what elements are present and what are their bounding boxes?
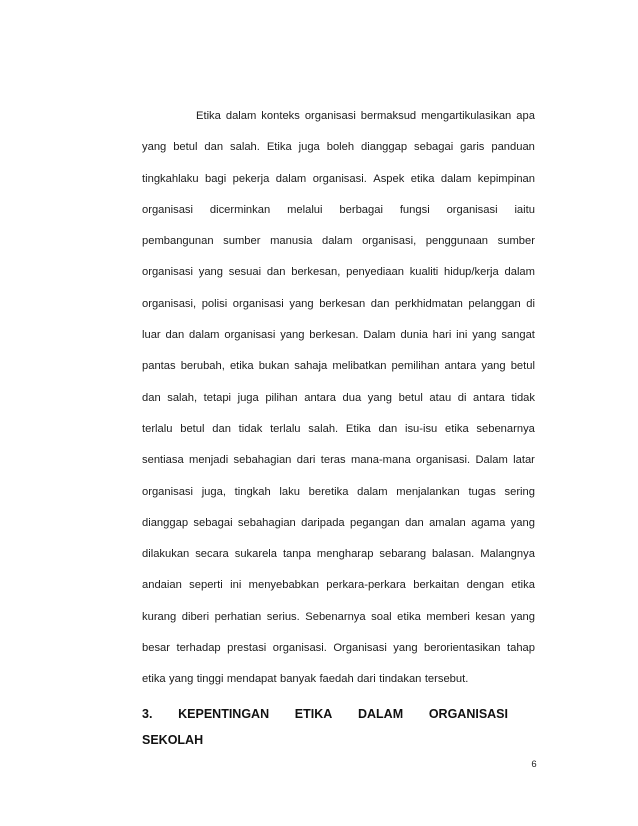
word: sebenarnya	[476, 422, 535, 435]
word: Malangnya	[480, 548, 535, 561]
word: organisasi	[142, 266, 193, 279]
word: sebahagian	[233, 454, 292, 467]
word: apa	[516, 110, 535, 122]
word: dicerminkan	[209, 203, 271, 216]
section-heading-line-1	[142, 706, 542, 732]
word: garis	[460, 141, 485, 154]
word: yang	[367, 391, 393, 404]
word: Etika	[266, 141, 292, 154]
word: tetapi	[203, 391, 232, 404]
word: penyediaan	[346, 266, 404, 279]
word: berbagai	[339, 203, 383, 216]
paragraph-line	[142, 546, 535, 577]
word: dalam	[225, 110, 257, 122]
word: di	[457, 391, 467, 404]
word: sentiasa	[142, 454, 184, 467]
word: dianggap	[142, 516, 189, 529]
word: seperti	[189, 579, 223, 592]
word: dalam	[440, 172, 472, 185]
word: dilakukan	[142, 548, 190, 561]
word: organisasi	[446, 203, 498, 216]
word: organisasi,	[362, 235, 417, 248]
word: secara	[195, 548, 229, 561]
word: besar	[142, 642, 170, 655]
word: dalam	[504, 266, 535, 279]
word: juga	[237, 391, 259, 404]
word: tingkah	[234, 485, 271, 498]
word: kurang	[142, 610, 177, 623]
section-heading	[142, 706, 542, 748]
word: tidak	[238, 422, 263, 435]
paragraph-line	[142, 202, 535, 233]
word: panduan	[491, 141, 535, 154]
word: tanpa	[282, 548, 311, 561]
word: dalam	[357, 485, 388, 498]
word: soal	[371, 610, 392, 623]
word: tahap	[507, 642, 535, 655]
word: balasan.	[431, 548, 475, 561]
word: tidak	[511, 391, 535, 404]
word: kepimpinan	[477, 172, 535, 185]
word: berorientasikan	[424, 642, 501, 655]
word: pembangunan	[142, 235, 214, 248]
paragraph-line	[142, 390, 535, 421]
word: sebagai	[193, 516, 233, 529]
word: bermaksud	[360, 110, 417, 122]
word: diberi	[181, 610, 210, 623]
word: yang	[289, 297, 314, 310]
word: di	[526, 297, 535, 310]
word: daripada	[301, 516, 345, 529]
word: agama	[471, 516, 506, 529]
word: dan	[142, 391, 161, 404]
word: laku	[279, 485, 300, 498]
word: dalam	[321, 235, 353, 248]
word: amalan	[429, 516, 466, 529]
word: betul	[180, 422, 205, 435]
paragraph-line	[142, 233, 535, 264]
word: mendapat	[226, 673, 277, 686]
word: Dalam	[475, 454, 508, 467]
word: organisasi.	[312, 172, 367, 185]
word: betul	[173, 141, 198, 154]
word: organisasi	[142, 485, 193, 498]
word: sebagai	[414, 141, 454, 154]
word: yang	[393, 642, 418, 655]
word: antara	[444, 360, 477, 373]
word: kualiti	[409, 266, 439, 279]
word: atau	[429, 391, 452, 404]
word: yang	[481, 360, 506, 373]
word: sebarang	[379, 548, 427, 561]
word: yang	[198, 266, 223, 279]
word: yang	[280, 329, 305, 342]
word: boleh	[326, 141, 355, 154]
word: dan	[370, 297, 390, 310]
word: iaitu	[514, 203, 535, 216]
word: latar	[513, 454, 535, 467]
word: penggunaan	[425, 235, 489, 248]
word: dengan	[466, 579, 504, 592]
word: berkesan,	[291, 266, 341, 279]
word: ini	[456, 329, 468, 342]
word: organisasi	[232, 297, 284, 310]
word: pegangan	[349, 516, 400, 529]
word: fungsi	[399, 203, 430, 216]
word: sukarela	[234, 548, 278, 561]
word: berubah,	[180, 360, 225, 373]
word: mengartikulasikan	[421, 110, 512, 122]
word: isu-isu	[404, 422, 438, 435]
word: organisasi.	[272, 642, 327, 655]
word: teras	[320, 454, 346, 467]
word: salah.	[230, 141, 260, 154]
word: andaian	[142, 579, 182, 592]
word: pemilihan	[391, 360, 440, 373]
word: organisasi	[224, 329, 276, 342]
word: juga	[298, 141, 320, 154]
paragraph-line	[142, 515, 535, 546]
word: serius.	[266, 610, 300, 623]
paragraph-line	[142, 358, 535, 389]
word: terhadap	[176, 642, 221, 655]
paragraph-line	[142, 296, 535, 327]
paragraph-line	[142, 452, 535, 483]
paragraph-line	[142, 171, 535, 202]
paragraph-line	[142, 609, 535, 640]
word: bagi	[205, 172, 227, 185]
word: dan	[165, 329, 185, 342]
heading-word: 3.	[142, 707, 153, 721]
word: Aspek	[373, 172, 405, 185]
word: juga,	[201, 485, 226, 498]
word: etika	[445, 422, 469, 435]
word: polisi	[201, 297, 228, 310]
word: beretika	[308, 485, 349, 498]
paragraph-line	[142, 671, 535, 702]
word: betul	[398, 391, 423, 404]
word: sangat	[501, 329, 535, 342]
word: melalui	[287, 203, 323, 216]
word: organisasi,	[142, 297, 197, 310]
word: etika	[397, 610, 421, 623]
word: antara	[473, 391, 505, 404]
section-heading-line-2: SEKOLAH	[142, 733, 204, 747]
word: yang	[510, 610, 535, 623]
paragraph-line	[142, 640, 535, 671]
word: hari	[432, 329, 452, 342]
word: berkesan	[319, 297, 366, 310]
word: menjadi	[189, 454, 229, 467]
word: mengharap	[316, 548, 374, 561]
paragraph-line	[142, 139, 535, 170]
word: organisasi	[304, 110, 356, 122]
word: sumber	[223, 235, 261, 248]
word: betul	[510, 360, 535, 373]
word: etika	[142, 673, 166, 686]
word: salah,	[167, 391, 198, 404]
word: kesan	[475, 610, 506, 623]
word: salah.	[308, 422, 339, 435]
word: yang	[142, 141, 167, 154]
word: dari	[296, 454, 316, 467]
word: tinggi	[196, 673, 224, 686]
paragraph-line	[142, 577, 535, 608]
word: perkara-perkara	[326, 579, 406, 592]
word: dianggap	[361, 141, 408, 154]
word: organisasi.	[416, 454, 471, 467]
word: perhatian	[214, 610, 262, 623]
paragraph-line	[142, 484, 535, 515]
word: berkaitan	[413, 579, 460, 592]
word: dan	[212, 422, 231, 435]
word: yang	[510, 516, 535, 529]
word: menyebabkan	[248, 579, 319, 592]
word: manusia	[270, 235, 313, 248]
word: dan	[405, 516, 424, 529]
word: luar	[142, 329, 161, 342]
word: prestasi	[227, 642, 267, 655]
word: menjalankan	[396, 485, 460, 498]
word: berkesan.	[309, 329, 359, 342]
heading-word: DALAM	[357, 707, 404, 721]
word: sahaja	[294, 360, 328, 373]
word: pekerja	[232, 172, 270, 185]
word: etika	[410, 172, 435, 185]
word: tugas	[468, 485, 496, 498]
word: perkhidmatan	[395, 297, 463, 310]
word: melibatkan	[332, 360, 387, 373]
word: pantas	[142, 360, 176, 373]
word: dari	[357, 673, 376, 686]
word: terlalu	[270, 422, 301, 435]
word: yang	[472, 329, 497, 342]
word: dan	[204, 141, 224, 154]
paragraph-line	[142, 421, 535, 452]
word: mana-mana	[350, 454, 411, 467]
heading-word: ETIKA	[294, 707, 333, 721]
word: bukan	[258, 360, 290, 373]
word: tersebut.	[424, 673, 469, 686]
paragraph-line	[142, 264, 535, 295]
word: memberi	[426, 610, 470, 623]
word: banyak	[279, 673, 317, 686]
word: dunia	[400, 329, 428, 342]
word: organisasi	[142, 203, 193, 216]
word: dalam	[189, 329, 220, 342]
word: sebahagian	[237, 516, 296, 529]
word: tindakan	[379, 673, 422, 686]
word: dua	[342, 391, 362, 404]
page-number: 6	[531, 759, 537, 770]
word: dan	[266, 266, 286, 279]
word: yang	[169, 673, 194, 686]
word: ini	[230, 579, 242, 592]
body-paragraph	[142, 108, 535, 703]
word: etika	[229, 360, 254, 373]
heading-word: ORGANISASI	[428, 707, 508, 721]
paragraph-line	[142, 108, 535, 139]
word: konteks	[261, 110, 300, 122]
word: Dalam	[363, 329, 396, 342]
word: sering	[504, 485, 535, 498]
word: dan	[378, 422, 398, 435]
word: tingkahlaku	[142, 172, 199, 185]
word: Sebenarnya	[305, 610, 366, 623]
word: pelanggan	[468, 297, 521, 310]
word: faedah	[319, 673, 354, 686]
word: Organisasi	[333, 642, 387, 655]
word: antara	[304, 391, 336, 404]
word: dalam	[275, 172, 307, 185]
word: Etika	[196, 110, 221, 122]
word: terlalu	[142, 422, 173, 435]
word: hidup/kerja	[444, 266, 499, 279]
word: Etika	[345, 422, 371, 435]
word: sumber	[497, 235, 535, 248]
word: sesuai	[228, 266, 262, 279]
heading-word: KEPENTINGAN	[178, 707, 270, 721]
word: pilihan	[265, 391, 298, 404]
paragraph-line	[142, 327, 535, 358]
word: etika	[511, 579, 535, 592]
